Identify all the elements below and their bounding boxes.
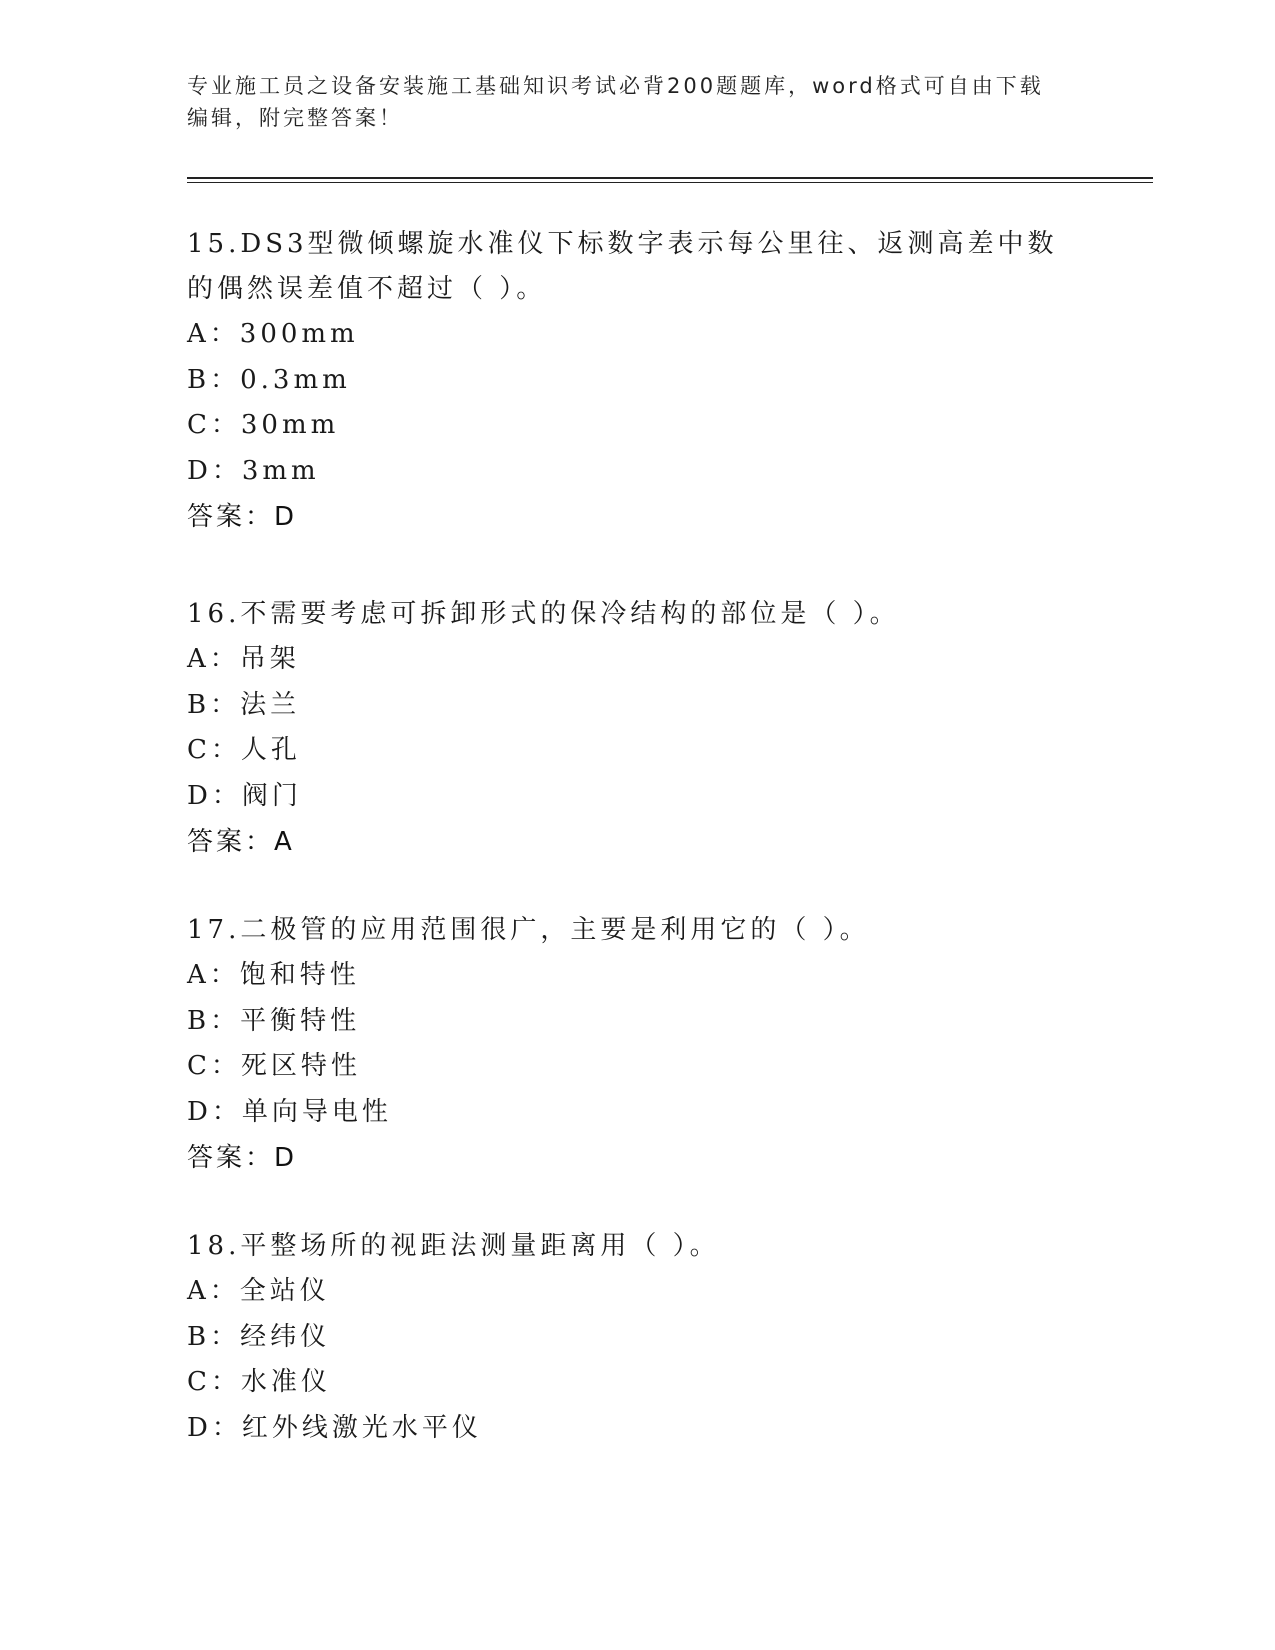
question-stem: 16.不需要考虑可拆卸形式的保冷结构的部位是（ ）。 bbox=[187, 599, 900, 629]
question-stem: 17.二极管的应用范围很广，主要是利用它的（ ）。 bbox=[187, 915, 870, 945]
document-header: 专业施工员之设备安装施工基础知识考试必背200题题库，word格式可自由下载编辑，附完整答案！ bbox=[187, 74, 1044, 130]
option-a: A：全站仪 bbox=[187, 1276, 330, 1306]
option-c: C：水准仪 bbox=[187, 1367, 331, 1397]
answer-label: 答案：A bbox=[187, 827, 295, 857]
question-18 bbox=[187, 1224, 1067, 1451]
option-b: B：经纬仪 bbox=[187, 1321, 331, 1352]
option-d: D：单向导电性 bbox=[187, 1096, 392, 1127]
option-c: C：死区特性 bbox=[187, 1051, 361, 1081]
option-d: D：阀门 bbox=[187, 780, 302, 811]
question-15 bbox=[187, 222, 1067, 540]
question-stem: 15.DS3型微倾螺旋水准仪下标数字表示每公里往、返测高差中数的偶然误差值不超过（ ）。 bbox=[187, 229, 1058, 304]
question-stem: 18.平整场所的视距法测量距离用（ ）。 bbox=[187, 1231, 720, 1261]
option-a: A：饱和特性 bbox=[187, 960, 360, 990]
question-16 bbox=[187, 592, 1067, 865]
header-divider-thin bbox=[187, 182, 1153, 183]
answer-label: 答案：D bbox=[187, 1143, 298, 1173]
option-b: B：法兰 bbox=[187, 689, 301, 720]
option-a: A：吊架 bbox=[187, 644, 300, 674]
option-c: C：30mm bbox=[187, 410, 340, 440]
answer-label: 答案：D bbox=[187, 502, 298, 532]
option-c: C：人孔 bbox=[187, 735, 301, 765]
option-d: D：红外线激光水平仪 bbox=[187, 1412, 482, 1443]
option-b: B：平衡特性 bbox=[187, 1005, 361, 1036]
option-d: D：3mm bbox=[187, 455, 320, 486]
option-b: B：0.3mm bbox=[187, 364, 351, 395]
option-a: A：300mm bbox=[187, 319, 359, 349]
question-17 bbox=[187, 908, 1067, 1181]
header-divider-thick bbox=[187, 177, 1153, 179]
